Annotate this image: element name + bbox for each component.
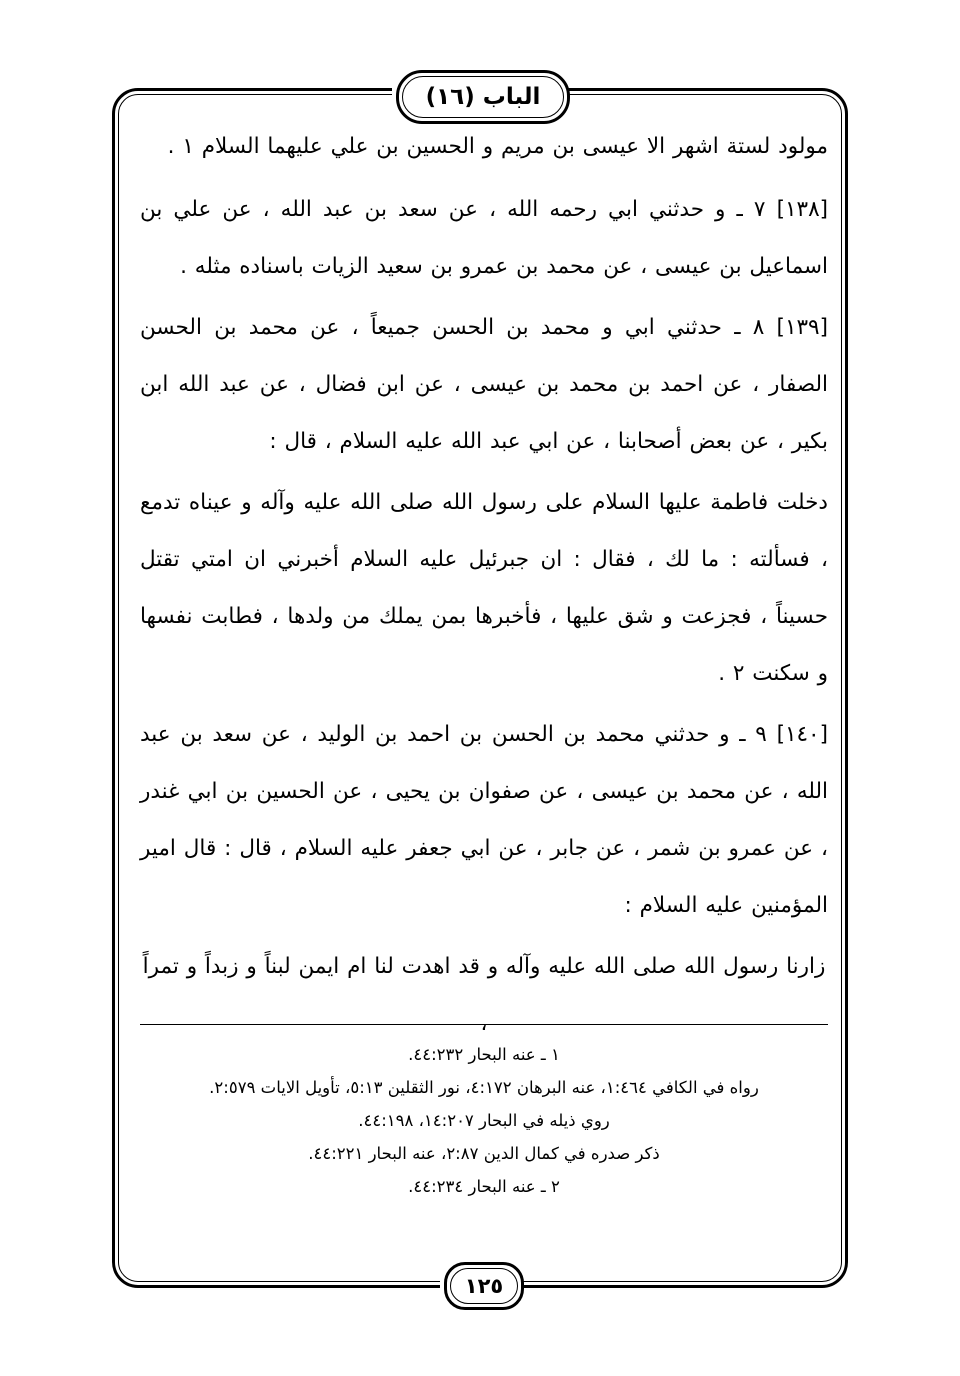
- chapter-header-badge: [396, 70, 570, 124]
- page-content: [140, 118, 828, 1258]
- chapter-title: الباب (١٦): [425, 84, 541, 110]
- hadith-entry-140: [١٤٠] ٩ ـ و حدثني محمد بن الحسن بن احمد بن الوليد ، عن سعد بن عبد الله ، عن محمد بن عيسى ، عن صفوان بن يحيى ، عن الحسين بن ابي غندر ، عن عمرو بن شمر ، عن جابر ، عن ابي جعفر عليه السلام ، قال : قال امير المؤمنين عليه السلام :: [140, 722, 828, 918]
- page-number-badge: [444, 1262, 524, 1310]
- footnote-line: روي ذيله في البحار ١٤:٢٠٧، ٤٤:١٩٨.: [358, 1111, 610, 1130]
- hadith-140-narration: زارنا رسول الله صلى الله عليه وآله و قد اهدت لنا ام ايمن لبناً و زبداً و تمراً ،: [142, 954, 826, 1036]
- hadith-entry-138: [١٣٨] ٧ ـ و حدثني ابي رحمه الله ، عن سعد بن عبد الله ، عن علي بن اسماعيل بن عيسى ، عن محمد بن عمرو بن سعيد الزيات باسناده مثله .: [140, 197, 829, 279]
- footnote-line: ١ ـ عنه البحار ٤٤:٢٣٢.: [408, 1045, 560, 1064]
- text-line-continuation: مولود لستة اشهر الا عيسى بن مريم و الحسين بن علي عليهما السلام ١ .: [167, 134, 828, 159]
- footnote-line: ذكر صدره في كمال الدين ٢:٨٧، عنه البحار ٤٤:٢٢١.: [308, 1144, 660, 1163]
- footnote-line: ٢ ـ عنه البحار ٤٤:٢٣٤.: [408, 1177, 560, 1196]
- footnote-line: رواه في الكافي ١:٤٦٤، عنه البرهان ٤:١٧٢، نور الثقلين ٥:١٣، تأويل الايات ٢:٥٧٩.: [209, 1078, 759, 1097]
- hadith-body: [140, 118, 829, 1036]
- page-number: ١٢٥: [464, 1274, 504, 1298]
- footnote-block: [140, 1038, 828, 1203]
- footnote-divider: [140, 1024, 828, 1025]
- hadith-entry-139: [١٣٩] ٨ ـ حدثني ابي و محمد بن الحسن جميعاً ، عن محمد بن الحسن الصفار ، عن احمد بن محمد بن عيسى ، عن ابن فضال ، عن عبد الله ابن بكير ، عن بعض أصحابنا ، عن ابي عبد الله عليه السلام ، قال :: [140, 315, 828, 454]
- hadith-139-narration: دخلت فاطمة عليها السلام على رسول الله صلى الله عليه وآله و عيناه تدمع ، فسألته : ما لك ، فقال : ان جبرئيل عليه السلام أخبرني ان امتي تقتل حسيناً ، فجزعت و شق عليها ، فأخبرها بمن يملك من ولدها ، فطابت نفسها و سكنت ٢ .: [140, 490, 828, 686]
